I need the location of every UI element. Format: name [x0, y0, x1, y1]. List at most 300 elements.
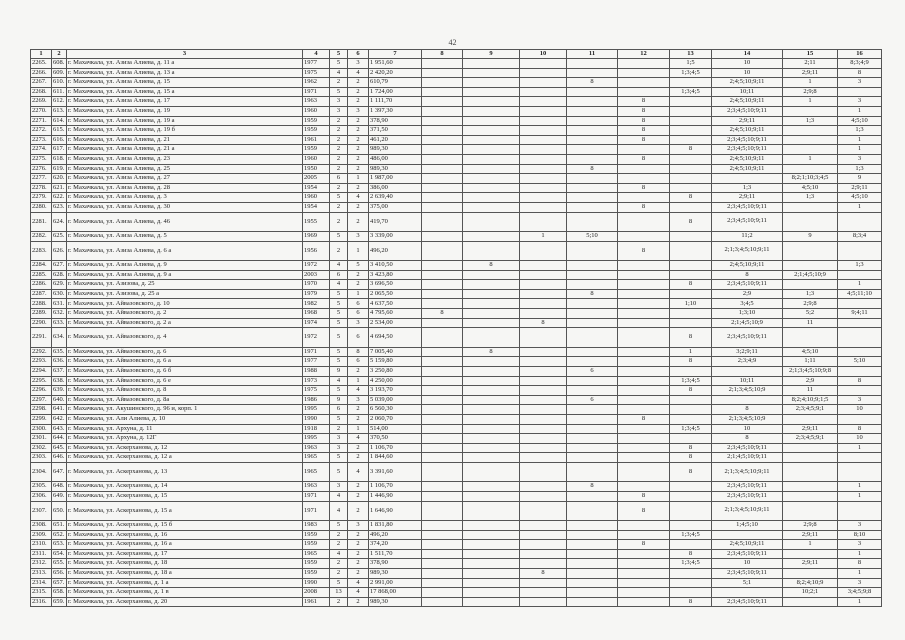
entrances-cell: 4: [348, 578, 369, 588]
sub-number: 659.: [52, 597, 67, 607]
sub-number: 647.: [52, 462, 67, 482]
sub-number: 617.: [52, 145, 67, 155]
table-row: [31, 232, 882, 242]
col-14-cell: 1;4;5;10: [712, 521, 783, 531]
address-cell: г. Махачкала, ул. Азиза Алиева, д. 11 а: [67, 59, 303, 69]
year-cell: 2005: [303, 174, 330, 184]
col-11-cell: [567, 521, 618, 531]
col-10-cell: [520, 183, 567, 193]
col-9-cell: [463, 414, 520, 424]
col-11-cell: [567, 453, 618, 463]
col-11-cell: [567, 376, 618, 386]
table-row: [31, 164, 882, 174]
entrances-cell: 1: [348, 289, 369, 299]
table-row: [31, 588, 882, 598]
col-8-cell: [422, 299, 463, 309]
header-cell: 12: [618, 50, 670, 59]
row-number: 2286.: [31, 280, 52, 290]
col-12-cell: 8: [618, 540, 670, 550]
col-9-cell: [463, 212, 520, 232]
address-cell: г. Махачкала, ул. Архуна, д. 11: [67, 424, 303, 434]
table-row: [31, 530, 882, 540]
col-14-cell: 2;1;3;4;5;10;9;11: [712, 462, 783, 482]
year-cell: 1959: [303, 559, 330, 569]
col-11-cell: [567, 549, 618, 559]
floors-cell: 2: [330, 126, 348, 136]
address-cell: г. Махачкала, ул. Азиза Алиева, д. 15 а: [67, 87, 303, 97]
col-16-cell: [838, 241, 882, 261]
col-8-cell: [422, 386, 463, 396]
col-10-cell: [520, 59, 567, 69]
col-15-cell: [783, 135, 838, 145]
table-row: [31, 59, 882, 69]
col-15-cell: 8;2;4;10;9: [783, 578, 838, 588]
sub-number: 646.: [52, 453, 67, 463]
year-cell: 1975: [303, 386, 330, 396]
col-12-cell: [618, 453, 670, 463]
year-cell: 1960: [303, 193, 330, 203]
col-11-cell: [567, 116, 618, 126]
col-13-cell: 1: [670, 347, 712, 357]
col-14-cell: 2;1;4;5;10;9;11: [712, 453, 783, 463]
col-9-cell: [463, 357, 520, 367]
sub-number: 652.: [52, 530, 67, 540]
col-15-cell: 2;3;4;5;9;1: [783, 434, 838, 444]
col-14-cell: 5;1: [712, 578, 783, 588]
col-12-cell: 8: [618, 126, 670, 136]
col-15-cell: 2;9: [783, 376, 838, 386]
col-10-cell: [520, 462, 567, 482]
address-cell: г. Махачкала, ул. Азиза Алиева, д. 27: [67, 174, 303, 184]
sub-number: 608.: [52, 59, 67, 69]
area-cell: 17 868,00: [369, 588, 422, 598]
col-10-cell: [520, 434, 567, 444]
col-13-cell: [670, 405, 712, 415]
col-15-cell: [783, 414, 838, 424]
col-15-cell: [783, 491, 838, 501]
col-16-cell: [838, 87, 882, 97]
col-8-cell: [422, 232, 463, 242]
col-8-cell: [422, 540, 463, 550]
col-14-cell: 2;3;4;5;10;9;11: [712, 491, 783, 501]
col-9-cell: [463, 530, 520, 540]
col-16-cell: [838, 501, 882, 521]
address-cell: г. Махачкала, ул. Азиза Алиева, д. 19: [67, 106, 303, 116]
address-cell: г. Махачкала, ул. Азиза Алиева, д. 19 а: [67, 116, 303, 126]
col-15-cell: 2;9;11: [783, 530, 838, 540]
col-12-cell: [618, 289, 670, 299]
area-cell: 3 391,60: [369, 462, 422, 482]
col-12-cell: [618, 347, 670, 357]
year-cell: 1971: [303, 501, 330, 521]
col-13-cell: [670, 318, 712, 328]
col-16-cell: [838, 386, 882, 396]
col-12-cell: 8: [618, 97, 670, 107]
table-row: [31, 376, 882, 386]
col-14-cell: 2;1;3;4;5;10;9;11: [712, 241, 783, 261]
area-cell: 461,20: [369, 135, 422, 145]
address-cell: г. Махачкала, ул. Архуна, д. 12Г: [67, 434, 303, 444]
col-11-cell: [567, 347, 618, 357]
col-11-cell: [567, 462, 618, 482]
year-cell: 1969: [303, 232, 330, 242]
col-14-cell: 2;3;4;5;10;9;11: [712, 202, 783, 212]
col-14-cell: 2;4;5;10;9;11: [712, 78, 783, 88]
col-16-cell: 1: [838, 491, 882, 501]
address-cell: г. Махачкала, ул. Азиза Алиева, д. 9: [67, 261, 303, 271]
col-9-cell: [463, 59, 520, 69]
col-10-cell: [520, 68, 567, 78]
table-row: [31, 241, 882, 261]
entrances-cell: 2: [348, 530, 369, 540]
area-cell: 3 250,80: [369, 366, 422, 376]
row-number: 2280.: [31, 202, 52, 212]
address-cell: г. Махачкала, ул. Азиза Алиева, д. 9 а: [67, 270, 303, 280]
sub-number: 643.: [52, 424, 67, 434]
floors-cell: 9: [330, 366, 348, 376]
col-9-cell: [463, 68, 520, 78]
table-row: [31, 569, 882, 579]
address-cell: г. Махачкала, ул. Айвазовского, д. 8а: [67, 395, 303, 405]
col-11-cell: 6: [567, 366, 618, 376]
col-12-cell: 8: [618, 154, 670, 164]
row-number: 2285.: [31, 270, 52, 280]
header-cell: 16: [838, 50, 882, 59]
header-cell: 3: [67, 50, 303, 59]
col-14-cell: 2;9;11: [712, 193, 783, 203]
col-15-cell: 2;3;4;5;9;1: [783, 405, 838, 415]
col-9-cell: [463, 299, 520, 309]
col-12-cell: [618, 328, 670, 348]
table-row: [31, 280, 882, 290]
col-16-cell: 1: [838, 549, 882, 559]
col-8-cell: [422, 154, 463, 164]
col-8-cell: [422, 405, 463, 415]
row-number: 2269.: [31, 97, 52, 107]
header-row: [31, 50, 882, 59]
address-cell: г. Махачкала, ул. Аскерханова, д. 15 б: [67, 521, 303, 531]
col-13-cell: 1;3;4;5: [670, 424, 712, 434]
col-10-cell: [520, 299, 567, 309]
address-cell: г. Махачкала, ул. Азиза Алиева, д. 25: [67, 164, 303, 174]
col-11-cell: [567, 540, 618, 550]
sub-number: 616.: [52, 135, 67, 145]
sub-number: 610.: [52, 78, 67, 88]
address-cell: г. Махачкала, ул. Акушинского, д. 96 и, корп. 1: [67, 405, 303, 415]
address-cell: г. Махачкала, ул. Азиза Алиева, д. 30: [67, 202, 303, 212]
area-cell: 1 106,70: [369, 482, 422, 492]
sub-number: 658.: [52, 588, 67, 598]
col-10-cell: [520, 126, 567, 136]
entrances-cell: 2: [348, 183, 369, 193]
col-16-cell: 1: [838, 106, 882, 116]
floors-cell: 5: [330, 462, 348, 482]
col-9-cell: [463, 174, 520, 184]
address-cell: г. Махачкала, ул. Айвазовского, д. 4: [67, 328, 303, 348]
col-9-cell: [463, 443, 520, 453]
col-12-cell: [618, 193, 670, 203]
col-11-cell: [567, 328, 618, 348]
col-8-cell: [422, 174, 463, 184]
entrances-cell: 2: [348, 270, 369, 280]
area-cell: 496,20: [369, 530, 422, 540]
col-15-cell: 8;2;1;10;3;4;5: [783, 174, 838, 184]
year-cell: 1965: [303, 549, 330, 559]
floors-cell: 5: [330, 357, 348, 367]
row-number: 2293.: [31, 357, 52, 367]
row-number: 2288.: [31, 299, 52, 309]
floors-cell: 5: [330, 193, 348, 203]
year-cell: 1959: [303, 145, 330, 155]
col-10-cell: [520, 549, 567, 559]
year-cell: 1959: [303, 530, 330, 540]
col-13-cell: 8: [670, 193, 712, 203]
row-number: 2314.: [31, 578, 52, 588]
year-cell: 1988: [303, 366, 330, 376]
entrances-cell: 2: [348, 154, 369, 164]
col-13-cell: 1;3;4;5: [670, 559, 712, 569]
col-10-cell: [520, 578, 567, 588]
row-number: 2282.: [31, 232, 52, 242]
table-row: [31, 386, 882, 396]
col-13-cell: [670, 521, 712, 531]
col-14-cell: 2;3;4;5;10;9;11: [712, 443, 783, 453]
col-8-cell: [422, 145, 463, 155]
year-cell: 1977: [303, 59, 330, 69]
col-13-cell: 1;3;4;5: [670, 68, 712, 78]
col-13-cell: [670, 116, 712, 126]
row-number: 2268.: [31, 87, 52, 97]
area-cell: 1 724,00: [369, 87, 422, 97]
col-8-cell: [422, 453, 463, 463]
table-row: [31, 193, 882, 203]
entrances-cell: 3: [348, 521, 369, 531]
year-cell: 1963: [303, 482, 330, 492]
col-9-cell: 8: [463, 347, 520, 357]
area-cell: 2 420,20: [369, 68, 422, 78]
address-cell: г. Махачкала, ул. Айвазовского, д. 6 б: [67, 366, 303, 376]
col-9-cell: [463, 491, 520, 501]
col-10-cell: [520, 386, 567, 396]
col-14-cell: 8: [712, 405, 783, 415]
floors-cell: 2: [330, 183, 348, 193]
col-8-cell: [422, 78, 463, 88]
col-15-cell: 1;3: [783, 116, 838, 126]
col-16-cell: 1: [838, 569, 882, 579]
col-15-cell: 2;9;11: [783, 559, 838, 569]
col-12-cell: [618, 68, 670, 78]
floors-cell: 5: [330, 299, 348, 309]
col-11-cell: [567, 68, 618, 78]
sub-number: 641.: [52, 405, 67, 415]
col-11-cell: [567, 434, 618, 444]
col-16-cell: 5;10: [838, 357, 882, 367]
col-13-cell: 1;10: [670, 299, 712, 309]
floors-cell: 2: [330, 164, 348, 174]
col-10-cell: [520, 366, 567, 376]
col-14-cell: 2;3;4;5;10;9;11: [712, 482, 783, 492]
col-14-cell: 2;3;4;5;10;9;11: [712, 549, 783, 559]
row-number: 2311.: [31, 549, 52, 559]
col-9-cell: [463, 482, 520, 492]
col-13-cell: [670, 540, 712, 550]
sub-number: 639.: [52, 386, 67, 396]
col-14-cell: 2;1;3;4;5;10;9: [712, 386, 783, 396]
col-11-cell: [567, 261, 618, 271]
col-11-cell: [567, 357, 618, 367]
col-15-cell: [783, 280, 838, 290]
col-12-cell: [618, 174, 670, 184]
entrances-cell: 2: [348, 597, 369, 607]
entrances-cell: 4: [348, 68, 369, 78]
col-14-cell: 10: [712, 559, 783, 569]
row-number: 2309.: [31, 530, 52, 540]
col-12-cell: 8: [618, 106, 670, 116]
col-9-cell: [463, 154, 520, 164]
col-15-cell: 4;5;10: [783, 347, 838, 357]
col-11-cell: [567, 443, 618, 453]
floors-cell: 2: [330, 145, 348, 155]
sub-number: 629.: [52, 280, 67, 290]
year-cell: 1963: [303, 443, 330, 453]
entrances-cell: 2: [348, 145, 369, 155]
col-11-cell: [567, 405, 618, 415]
table-row: [31, 328, 882, 348]
col-9-cell: [463, 126, 520, 136]
floors-cell: 5: [330, 414, 348, 424]
area-cell: 378,90: [369, 559, 422, 569]
floors-cell: 2: [330, 212, 348, 232]
entrances-cell: 2: [348, 212, 369, 232]
col-13-cell: [670, 434, 712, 444]
col-14-cell: 2;9: [712, 289, 783, 299]
area-cell: 1 111,70: [369, 97, 422, 107]
col-15-cell: 8;2;4;10;9;1;5: [783, 395, 838, 405]
col-8-cell: [422, 395, 463, 405]
address-cell: г. Махачкала, ул. Айвазовского, д. 2 а: [67, 318, 303, 328]
sub-number: 618.: [52, 154, 67, 164]
table-row: [31, 549, 882, 559]
area-cell: 370,50: [369, 434, 422, 444]
table-row: [31, 453, 882, 463]
year-cell: 1975: [303, 68, 330, 78]
entrances-cell: 4: [348, 386, 369, 396]
floors-cell: 9: [330, 395, 348, 405]
col-15-cell: [783, 261, 838, 271]
sub-number: 653.: [52, 540, 67, 550]
col-8-cell: [422, 578, 463, 588]
floors-cell: 5: [330, 521, 348, 531]
row-number: 2294.: [31, 366, 52, 376]
col-9-cell: [463, 453, 520, 463]
row-number: 2283.: [31, 241, 52, 261]
row-number: 2270.: [31, 106, 52, 116]
floors-cell: 2: [330, 540, 348, 550]
col-11-cell: [567, 309, 618, 319]
row-number: 2299.: [31, 414, 52, 424]
col-15-cell: [783, 328, 838, 348]
sub-number: 657.: [52, 578, 67, 588]
col-15-cell: [783, 212, 838, 232]
col-11-cell: [567, 174, 618, 184]
entrances-cell: 2: [348, 116, 369, 126]
col-16-cell: 9;4;11: [838, 309, 882, 319]
header-cell: 8: [422, 50, 463, 59]
area-cell: 1 831,80: [369, 521, 422, 531]
floors-cell: 2: [330, 154, 348, 164]
col-16-cell: 1: [838, 443, 882, 453]
col-9-cell: [463, 241, 520, 261]
year-cell: 1963: [303, 97, 330, 107]
col-9-cell: 8: [463, 261, 520, 271]
col-16-cell: 3: [838, 540, 882, 550]
col-12-cell: [618, 597, 670, 607]
sub-number: 640.: [52, 395, 67, 405]
col-11-cell: [567, 424, 618, 434]
address-cell: г. Махачкала, ул. Аскерханова, д. 12: [67, 443, 303, 453]
col-16-cell: [838, 366, 882, 376]
table-row: [31, 202, 882, 212]
sub-number: 642.: [52, 414, 67, 424]
col-9-cell: [463, 318, 520, 328]
col-14-cell: 1;3;10: [712, 309, 783, 319]
col-8-cell: [422, 521, 463, 531]
year-cell: 1960: [303, 106, 330, 116]
sub-number: 627.: [52, 261, 67, 271]
entrances-cell: 3: [348, 59, 369, 69]
col-15-cell: 11: [783, 318, 838, 328]
col-9-cell: [463, 87, 520, 97]
table-row: [31, 395, 882, 405]
col-16-cell: 4;5;11;10: [838, 289, 882, 299]
address-cell: г. Махачкала, ул. Аскерханова, д. 1 а: [67, 578, 303, 588]
col-10-cell: [520, 116, 567, 126]
year-cell: 1971: [303, 491, 330, 501]
col-15-cell: [783, 597, 838, 607]
col-14-cell: 2;1;3;4;5;10;9;11: [712, 501, 783, 521]
col-15-cell: [783, 145, 838, 155]
col-8-cell: [422, 126, 463, 136]
entrances-cell: 2: [348, 87, 369, 97]
address-cell: г. Махачкала, ул. Азиза Алиева, д. 21 а: [67, 145, 303, 155]
col-11-cell: [567, 97, 618, 107]
table-row: [31, 347, 882, 357]
floors-cell: 5: [330, 318, 348, 328]
col-9-cell: [463, 289, 520, 299]
col-12-cell: [618, 212, 670, 232]
entrances-cell: 2: [348, 78, 369, 88]
floors-cell: 5: [330, 87, 348, 97]
floors-cell: 2: [330, 78, 348, 88]
floors-cell: 2: [330, 597, 348, 607]
col-12-cell: [618, 232, 670, 242]
col-13-cell: [670, 588, 712, 598]
floors-cell: 5: [330, 453, 348, 463]
sub-number: 644.: [52, 434, 67, 444]
col-10-cell: [520, 357, 567, 367]
col-15-cell: [783, 241, 838, 261]
col-12-cell: 8: [618, 491, 670, 501]
col-11-cell: [567, 145, 618, 155]
col-10-cell: [520, 241, 567, 261]
col-9-cell: [463, 521, 520, 531]
sub-number: 622.: [52, 193, 67, 203]
sub-number: 638.: [52, 376, 67, 386]
row-number: 2301.: [31, 434, 52, 444]
col-10-cell: [520, 87, 567, 97]
col-10-cell: [520, 414, 567, 424]
sub-number: 614.: [52, 116, 67, 126]
